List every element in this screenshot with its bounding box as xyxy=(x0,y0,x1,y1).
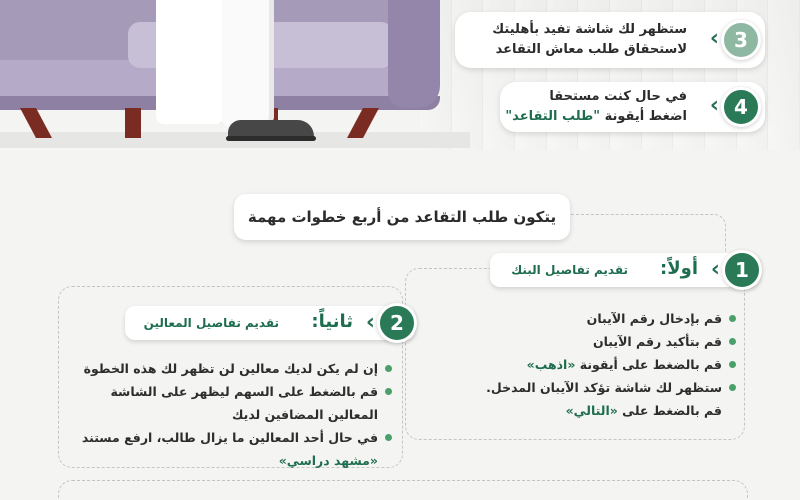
retirement-request-icon-label: "طلب التقاعد" xyxy=(505,109,601,124)
person-shoe-sole xyxy=(226,136,316,141)
sofa-arm xyxy=(388,0,440,108)
section-2-header xyxy=(125,306,415,340)
list-item xyxy=(82,380,392,403)
list-item xyxy=(486,376,736,399)
list-item-text: قم بالضغط على السهم ليظهر على الشاشة xyxy=(110,384,378,399)
step-3-line1: ستظهر لك شاشة تفيد بأهليتك xyxy=(492,22,687,37)
list-item xyxy=(486,353,736,376)
section-2-number-badge: 2 xyxy=(377,303,417,343)
list-item-text: قم بالضغط على أيقونة xyxy=(575,357,722,372)
arrow-left-icon: ‹ xyxy=(709,93,719,118)
list-item-text: إن لم يكن لديك معالين لن تظهر لك هذه الخطوة xyxy=(83,361,378,376)
step-4-text xyxy=(505,87,687,127)
list-item xyxy=(486,399,736,422)
next-button-label: «التالي» xyxy=(565,403,618,418)
step-3-line2: لاستحقاق طلب معاش التقاعد xyxy=(495,42,687,57)
list-item-text: ستظهر لك شاشة تؤكد الآيبان المدخل. xyxy=(486,380,722,395)
sofa-leg xyxy=(125,108,141,138)
step-3-card xyxy=(455,12,765,68)
list-item xyxy=(82,449,392,472)
section-1-number-badge: 1 xyxy=(722,250,762,290)
step-3-text xyxy=(492,20,687,60)
section-1-title: تقديم تفاصيل البنك xyxy=(511,263,628,277)
sofa-leg xyxy=(347,108,379,138)
list-item xyxy=(486,307,736,330)
sofa-illustration xyxy=(0,0,450,150)
section-1-ordinal: أولاً: xyxy=(660,258,698,279)
step-4-number-badge: 4 xyxy=(721,87,761,127)
list-item-text: في حال أحد المعالين ما يزال طالب، ارفع مستند xyxy=(81,430,378,445)
step-4-line2 xyxy=(505,107,687,127)
step-4-line2-prefix: اضغط أيقونة xyxy=(600,109,687,124)
list-item-text: قم بإدخال رقم الآيبان xyxy=(586,311,722,326)
sofa-leg xyxy=(20,108,52,138)
step-4-card xyxy=(500,82,765,132)
step-4-line1: في حال كنت مستحقا xyxy=(549,89,687,104)
main-headline: يتكون طلب التقاعد من أربع خطوات مهمة xyxy=(234,194,570,240)
list-item xyxy=(82,403,392,426)
arrow-left-icon: ‹ xyxy=(709,26,719,51)
list-item-text: المعالين المضافين لديك xyxy=(231,407,378,422)
list-item xyxy=(82,426,392,449)
person-robe xyxy=(156,0,230,124)
study-document-label: «مشهد دراسي» xyxy=(278,453,378,468)
list-item xyxy=(486,330,736,353)
list-item xyxy=(82,357,392,380)
section-1-list xyxy=(486,307,736,422)
arrow-left-icon: ‹ xyxy=(365,310,375,335)
section-2-ordinal: ثانياً: xyxy=(311,311,353,332)
section-3-frame xyxy=(58,480,748,500)
section-1-header xyxy=(490,253,760,287)
section-2-list xyxy=(82,357,392,472)
person-robe-leg xyxy=(222,0,274,126)
section-2-title: تقديم تفاصيل المعالين xyxy=(143,316,279,330)
arrow-left-icon: ‹ xyxy=(710,257,720,282)
list-item-text: قم بتأكيد رقم الآيبان xyxy=(592,334,722,349)
go-icon-label: «اذهب» xyxy=(526,357,576,372)
list-item-text: قم بالضغط على xyxy=(617,403,722,418)
step-3-number-badge: 3 xyxy=(721,20,761,60)
